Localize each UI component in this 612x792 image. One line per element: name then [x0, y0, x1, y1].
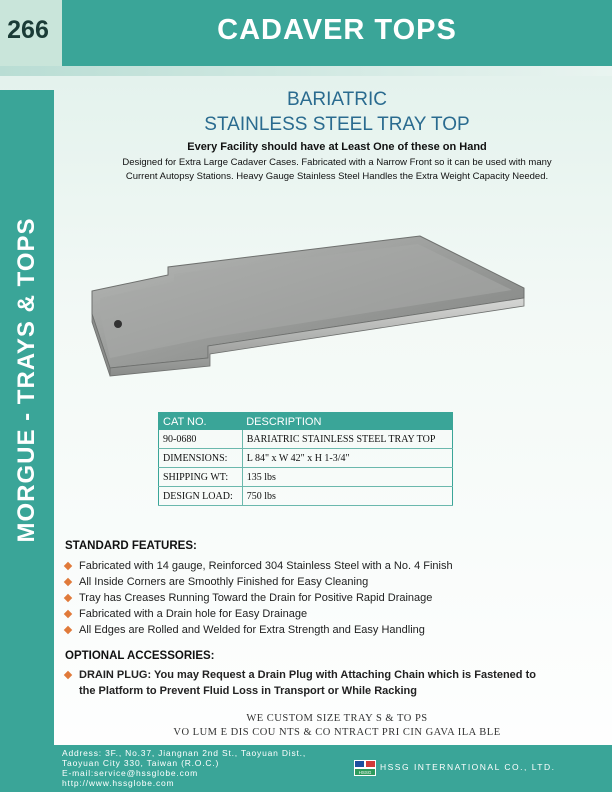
description-line2: Current Autopsy Stations. Heavy Gauge Stainless Steel Handles the Extra Weight Capacity Needed. — [125, 171, 549, 182]
product-subtitle: Every Facility should have at Least One of these on Hand — [187, 141, 487, 153]
list-item — [65, 574, 453, 590]
drain-hole-icon — [114, 320, 122, 328]
tray-top-image — [80, 218, 540, 378]
standard-features-list — [65, 558, 453, 638]
list-item — [65, 590, 453, 606]
spec-value: 135 lbs — [242, 468, 452, 487]
product-description — [62, 156, 612, 184]
table-row — [159, 487, 453, 506]
spec-label: DESIGN LOAD: — [159, 487, 243, 506]
diamond-bullet-icon — [64, 578, 72, 586]
sidebar — [0, 90, 54, 745]
table-row — [159, 449, 453, 468]
header-stripe — [0, 66, 612, 76]
spec-header-description: DESCRIPTION — [242, 413, 452, 431]
custom-notice-line1: WE CUSTOM SIZE TRAY S & TO PS — [246, 713, 428, 724]
hssg-logo-icon — [354, 760, 376, 776]
list-item — [65, 558, 453, 574]
optional-accessories-heading: OPTIONAL ACCESSORIES: — [65, 650, 215, 662]
feature-text: Fabricated with a Drain hole for Easy Drainage — [79, 608, 308, 620]
spec-value: 750 lbs — [242, 487, 452, 506]
description-line1: Designed for Extra Large Cadaver Cases. Fabricated with a Narrow Front so it can be used with many — [122, 157, 552, 168]
spec-table — [158, 412, 453, 506]
page-title: CADAVER TOPS — [217, 14, 457, 46]
spec-header-cat-no: CAT NO. — [159, 413, 243, 431]
product-title-line2: STAINLESS STEEL TRAY TOP — [204, 114, 470, 135]
spec-label: 90-0680 — [159, 430, 243, 449]
diamond-bullet-icon — [64, 610, 72, 618]
spec-label: SHIPPING WT: — [159, 468, 243, 487]
table-row — [159, 430, 453, 449]
list-item — [65, 606, 453, 622]
footer-address-line2: Taoyuan City 330, Taiwan (R.O.C.) — [62, 758, 220, 768]
accessory-line2: the Platform to Prevent Fluid Loss in Transport or While Racking — [79, 685, 417, 697]
logo-text: HSSG — [358, 770, 372, 775]
diamond-bullet-icon — [64, 562, 72, 570]
custom-notice-line2: VO LUM E DIS COU NTS & CO NTRACT PRI CIN GAVA ILA BLE — [173, 727, 501, 738]
feature-text: All Edges are Rolled and Welded for Extra Strength and Easy Handling — [79, 624, 425, 636]
product-title-line1: BARIATRIC — [287, 89, 387, 110]
page-number: 266 — [7, 16, 49, 44]
standard-features-heading: STANDARD FEATURES: — [65, 540, 197, 552]
feature-text: All Inside Corners are Smoothly Finished for Easy Cleaning — [79, 576, 369, 588]
page-number-box — [0, 0, 62, 66]
company-name: HSSG INTERNATIONAL CO., LTD. — [380, 762, 556, 772]
sidebar-label: MORGUE - TRAYS & TOPS — [13, 217, 40, 543]
accessory-line1: DRAIN PLUG: You may Request a Drain Plug with Attaching Chain which is Fastened to — [79, 669, 536, 681]
footer-email[interactable]: E-mail:service@hssglobe.com — [62, 768, 199, 778]
spec-label: DIMENSIONS: — [159, 449, 243, 468]
footer-address-line1: Address: 3F., No.37, Jiangnan 2nd St., Taoyuan Dist., — [62, 748, 307, 758]
footer-website[interactable]: http://www.hssglobe.com — [62, 778, 175, 788]
optional-accessory-item — [65, 667, 565, 699]
spec-table-header — [159, 413, 453, 431]
feature-text: Tray has Creases Running Toward the Drain for Positive Rapid Drainage — [79, 592, 433, 604]
spec-value: BARIATRIC STAINLESS STEEL TRAY TOP — [242, 430, 452, 449]
list-item — [65, 622, 453, 638]
table-row — [159, 468, 453, 487]
feature-text: Fabricated with 14 gauge, Reinforced 304 Stainless Steel with a No. 4 Finish — [79, 560, 453, 572]
spec-value: L 84" x W 42" x H 1-3/4" — [242, 449, 452, 468]
diamond-bullet-icon — [64, 594, 72, 602]
diamond-bullet-icon — [64, 626, 72, 634]
